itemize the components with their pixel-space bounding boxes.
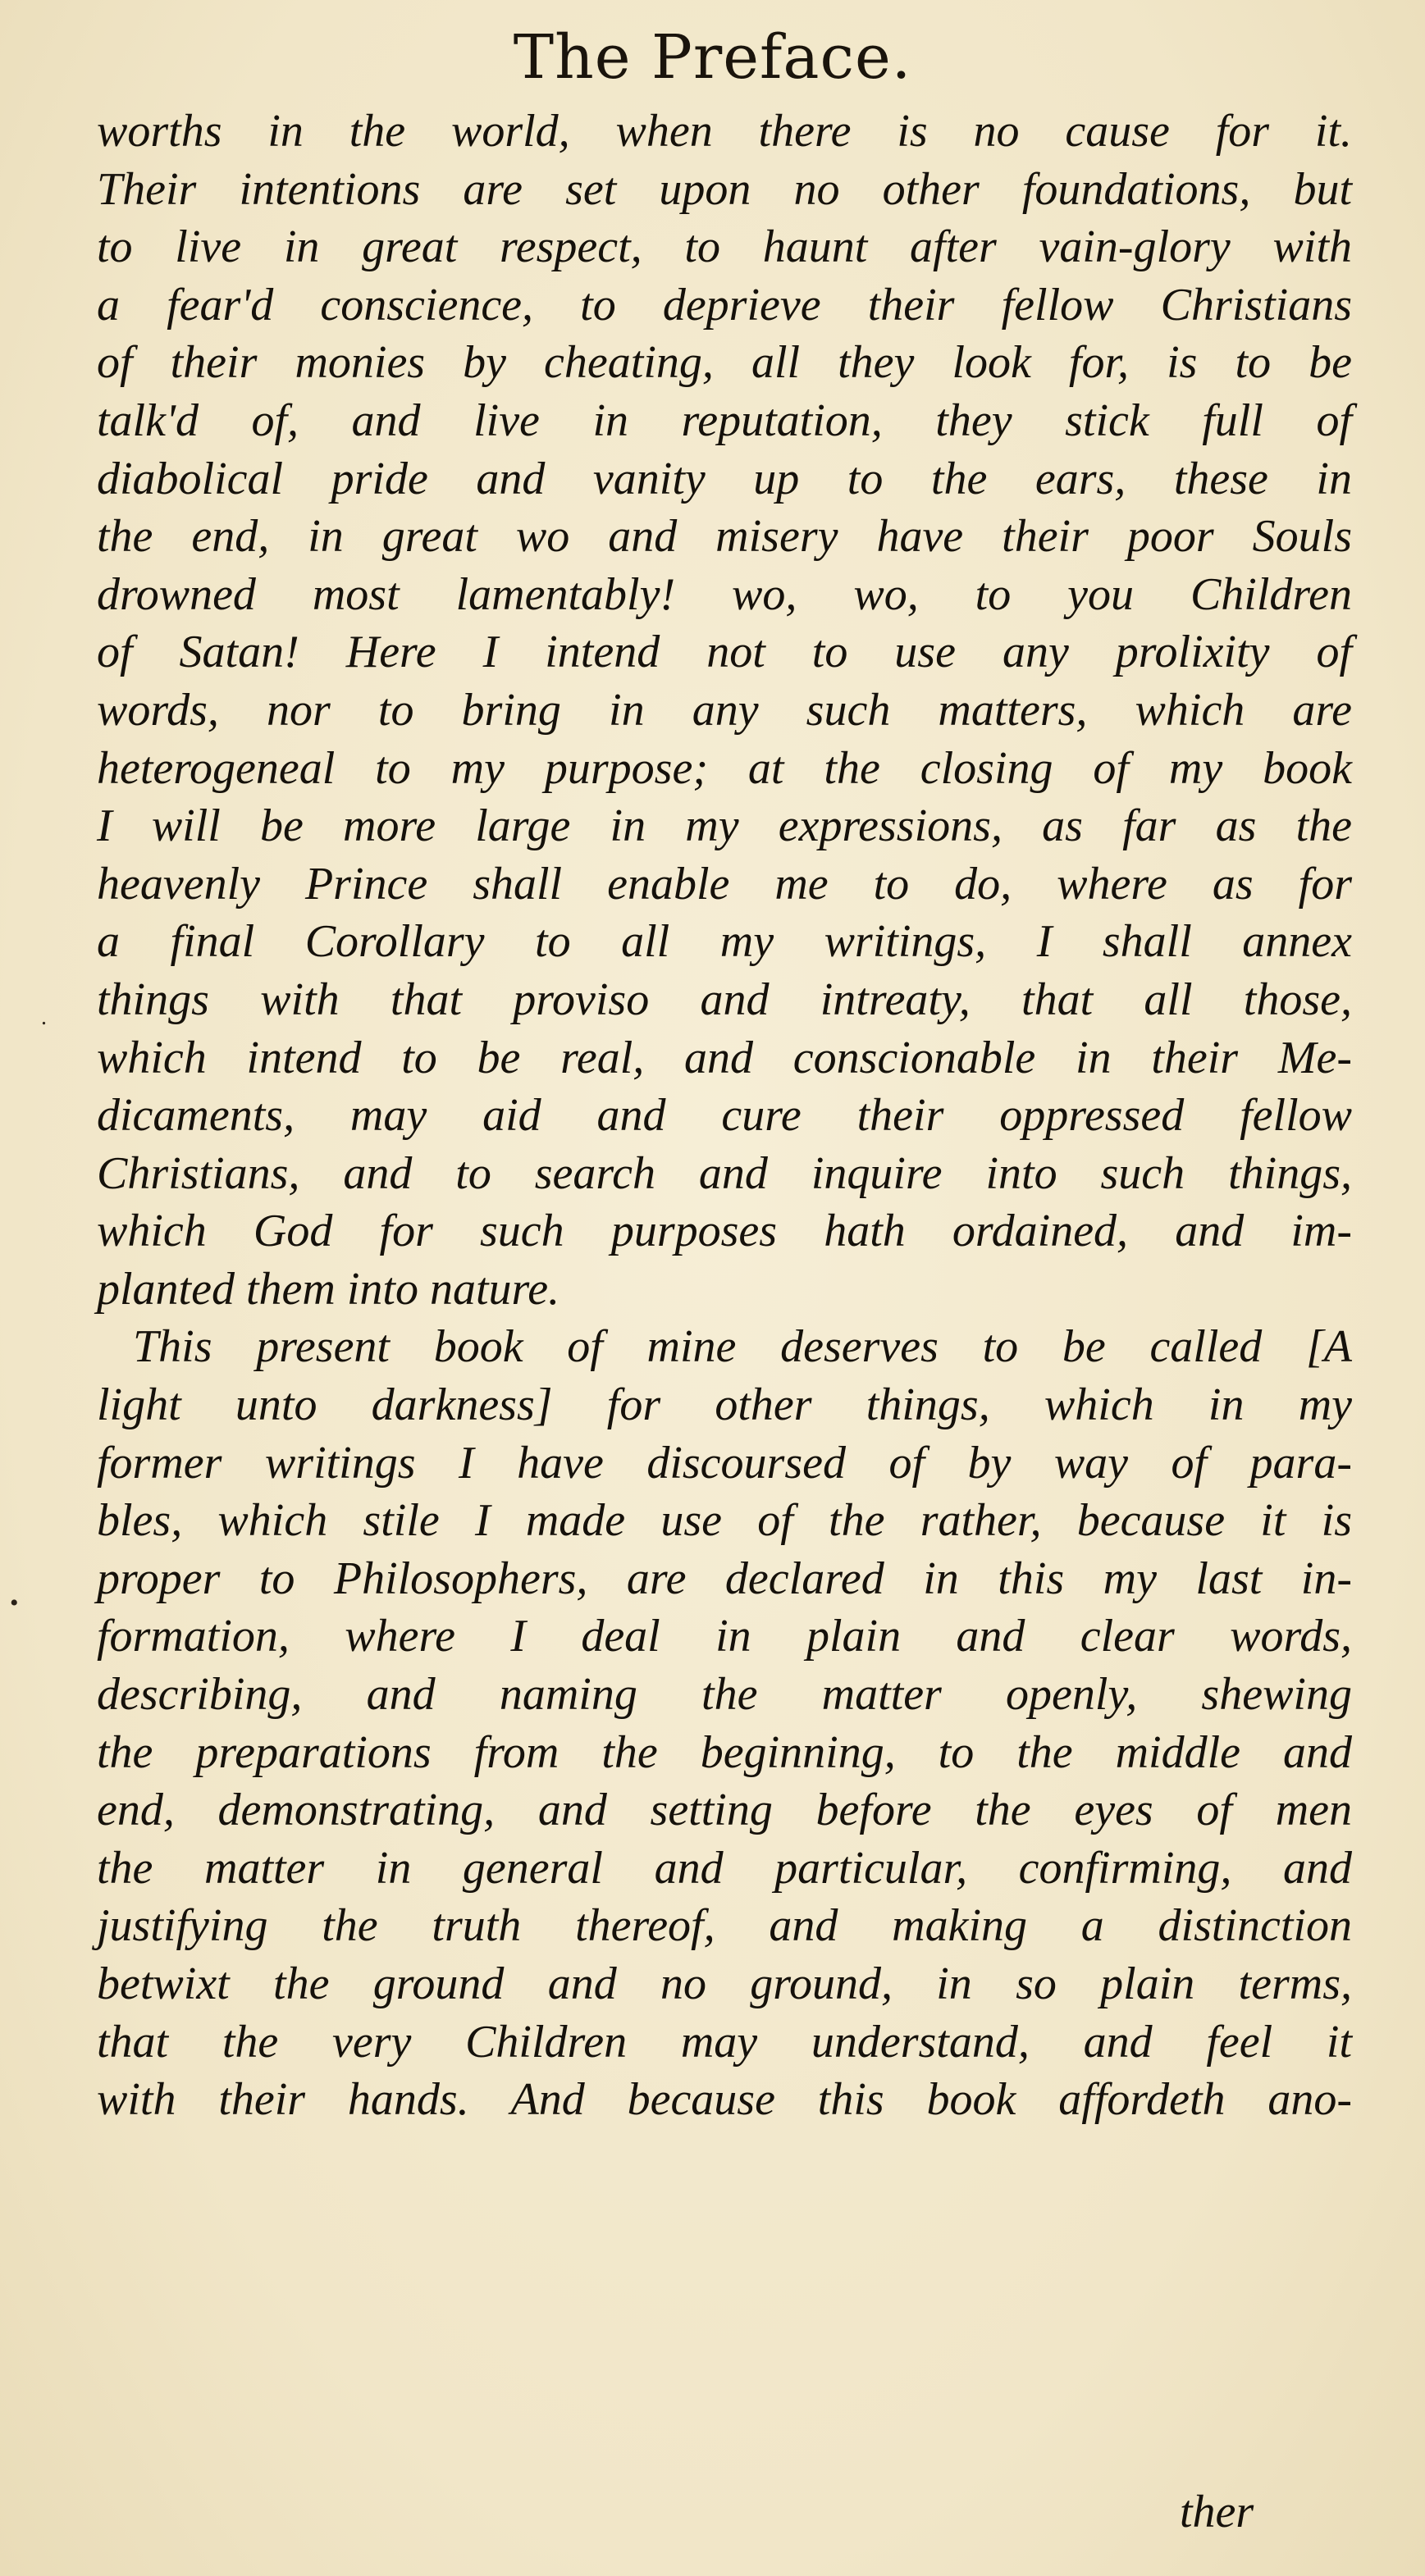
text-line: dicaments, may aid and cure their oppressed fellow [97, 1090, 1352, 1142]
text-line: worths in the world, when there is no cause for it. [97, 106, 1352, 157]
text-line: of Satan! Here I intend not to use any prolixity of [97, 627, 1352, 678]
text-line: bles, which stile I made use of the rather, because it is [97, 1495, 1352, 1547]
text-line: the end, in great wo and misery have their poor Souls [97, 511, 1352, 563]
text-line: to live in great respect, to haunt after vain-glory with [97, 221, 1352, 273]
text-line: Their intentions are set upon no other foundations, but [97, 163, 1352, 215]
text-line: words, nor to bring in any such matters, which are [97, 684, 1352, 736]
text-line: Christians, and to search and inquire into such things, [97, 1147, 1352, 1199]
text-line: former writings I have discoursed of by way of para- [97, 1437, 1352, 1489]
text-line: diabolical pride and vanity up to the ears, these in [97, 453, 1352, 504]
text-line: things with that proviso and intreaty, that all those, [97, 973, 1352, 1025]
text-line: planted them into nature. [97, 1263, 560, 1315]
running-title: The Preface. [513, 22, 912, 93]
text-line: end, demonstrating, and setting before the eyes of men [97, 1785, 1352, 1836]
ink-speck-mark: . [41, 1005, 47, 1030]
catchword: ther [1180, 2487, 1254, 2537]
text-line: talk'd of, and live in reputation, they stick full of [97, 394, 1352, 446]
text-line: a fear'd conscience, to deprieve their fellow Christians [97, 279, 1352, 331]
text-line: heavenly Prince shall enable me to do, where as for [97, 858, 1352, 910]
text-line: betwixt the ground and no ground, in so plain terms, [97, 1958, 1352, 2009]
text-line: of their monies by cheating, all they look for, is to be [97, 337, 1352, 389]
text-line: that the very Children may understand, and feel it [97, 2016, 1352, 2068]
text-line: formation, where I deal in plain and clear words, [97, 1611, 1352, 1662]
text-line: heterogeneal to my purpose; at the closing of my book [97, 742, 1352, 794]
text-line: the preparations from the beginning, to the middle and [97, 1726, 1352, 1778]
paragraph-first-line: This present book of mine deserves to be called [A [133, 1321, 1352, 1373]
text-line: a final Corollary to all my writings, I shall annex [97, 916, 1352, 968]
preface-body [97, 103, 1352, 2129]
text-line: describing, and naming the matter openly, shewing [97, 1669, 1352, 1721]
text-line: drowned most lamentably! wo, wo, to you Children [97, 568, 1352, 620]
text-line: I will be more large in my expressions, as far as the [97, 800, 1352, 852]
text-line: proper to Philosophers, are declared in this my last in- [97, 1552, 1352, 1604]
text-line: with their hands. And because this book affordeth ano- [97, 2074, 1352, 2126]
text-line: light unto darkness] for other things, which in my [97, 1379, 1352, 1431]
ink-speck-mark: • [10, 1589, 19, 1616]
text-line: which intend to be real, and conscionable in their Me- [97, 1032, 1352, 1083]
text-line: the matter in general and particular, confirming, and [97, 1842, 1352, 1894]
text-line: which God for such purposes hath ordained, and im- [97, 1206, 1352, 1257]
text-line: justifying the truth thereof, and making a distinction [97, 1900, 1352, 1952]
